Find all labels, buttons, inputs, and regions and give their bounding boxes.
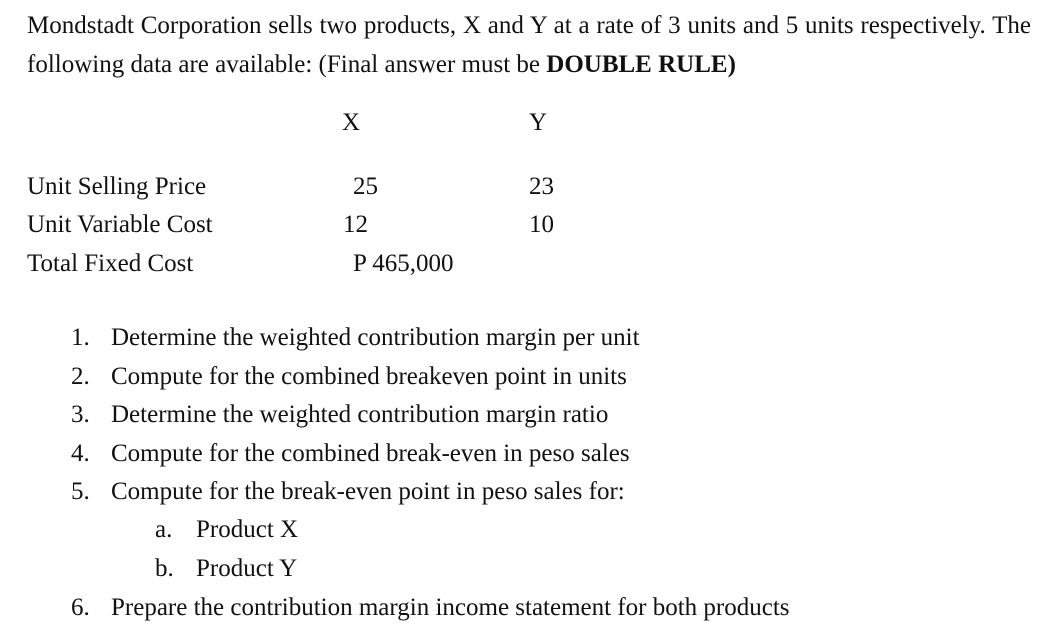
cell-x-unit-selling-price: 25 xyxy=(353,173,378,200)
column-header-x: X xyxy=(342,109,361,136)
question-item xyxy=(71,439,630,469)
subquestion-text: Product Y xyxy=(196,555,298,582)
question-marker: 5. xyxy=(71,478,90,505)
question-text: Compute for the combined breakeven point in units xyxy=(111,363,627,390)
question-item xyxy=(71,593,790,623)
subquestion-text: Product X xyxy=(196,516,299,543)
subquestion-item xyxy=(155,554,297,584)
problem-intro xyxy=(27,6,1031,84)
intro-bold-text: DOUBLE RULE) xyxy=(546,51,736,78)
row-label-unit-variable-cost: Unit Variable Cost xyxy=(27,211,213,238)
question-text: Determine the weighted contribution margin ratio xyxy=(111,401,609,428)
question-item xyxy=(71,323,640,353)
subquestion-item xyxy=(155,515,298,545)
question-marker: 6. xyxy=(71,594,90,621)
column-header-y: Y xyxy=(529,109,548,136)
subquestion-marker: b. xyxy=(155,555,174,582)
question-item xyxy=(71,400,608,430)
question-item xyxy=(71,362,627,392)
question-item xyxy=(71,477,625,507)
cell-y-unit-variable-cost: 10 xyxy=(529,211,554,238)
row-label-unit-selling-price: Unit Selling Price xyxy=(27,173,207,200)
question-marker: 4. xyxy=(71,440,90,467)
row-label-total-fixed-cost: Total Fixed Cost xyxy=(27,250,194,277)
cell-x-total-fixed-cost: P 465,000 xyxy=(353,250,454,277)
question-text: Prepare the contribution margin income statement for both products xyxy=(111,594,790,621)
question-text: Compute for the break-even point in peso sales for: xyxy=(111,478,625,505)
question-text: Compute for the combined break-even in peso sales xyxy=(111,440,630,467)
intro-text: Mondstadt Corporation sells two products, X and Y at a rate of 3 units and 5 units respectively. The following data are available: (Final answer must be xyxy=(27,12,1031,78)
cell-y-unit-selling-price: 23 xyxy=(529,173,554,200)
question-marker: 1. xyxy=(71,324,90,351)
cell-x-unit-variable-cost: 12 xyxy=(343,211,368,238)
subquestion-marker: a. xyxy=(155,516,173,543)
question-marker: 2. xyxy=(71,363,90,390)
question-marker: 3. xyxy=(71,401,90,428)
question-text: Determine the weighted contribution margin per unit xyxy=(111,324,640,351)
